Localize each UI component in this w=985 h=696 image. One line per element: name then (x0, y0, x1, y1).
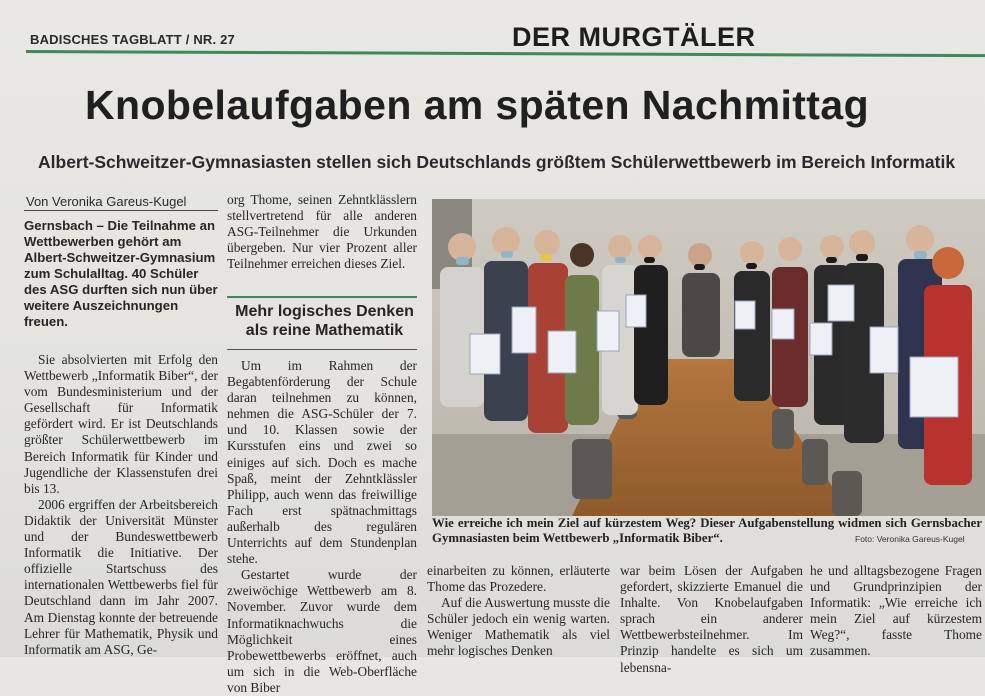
body-paragraph: 2006 ergriffen der Arbeitsbereich Didaktik der Universität Münster und der Bundeswettbewerb Informatik die Initiative. Der offizielle Startschuss des internationalen Wettbewerbs fiel für Deutschland dann im Jahr 2007. Am Dienstag konnte der betreuende Lehrer für Mathematik, Physik und Informatik am ASG, Ge- (24, 496, 218, 657)
section-rule (227, 296, 417, 298)
body-paragraph: Gestartet wurde der zweiwöchige Wettbewerb am 8. November. Zuvor wurde dem Informatiknachwuchs die Möglichkeit eines Probewettbewerbs eröffnet, auch um sich in die Web-Oberfläche von Biber (227, 567, 417, 695)
article-photo (432, 199, 985, 516)
subheadline: Albert-Schweitzer-Gymnasiasten stellen sich Deutschlands größtem Schülerwettbewerb im Bereich Informatik (38, 152, 956, 172)
body-paragraph: war beim Lösen der Aufgaben gefordert, skizzierte Emanuel die Inhalte. Von Knobelaufgaben sprach ein anderer Wettbewerbsteilnehmer. Im Prinzip handelte es sich um lebensna- (620, 563, 803, 675)
column-1 (24, 218, 218, 658)
column-2 (227, 192, 417, 272)
column-5 (810, 563, 982, 660)
column-4 (620, 563, 803, 676)
section-rule (227, 349, 417, 350)
byline-rule (24, 210, 218, 211)
section-heading: Mehr logisches Denken als reine Mathematik (235, 303, 414, 339)
photo-caption: Wie erreiche ich mein Ziel auf kürzestem Weg? Dieser Aufgabenstellung widmen sich Gernsbacher Gymnasiasten beim Wettbewerb „Informatik Biber“. (432, 516, 982, 545)
body-paragraph: org Thome, seinen Zehntklässlern stellvertretend für alle anderen ASG-Teilnehmer die Urkunden übergeben. Nur vier Prozent aller Teilnehmer erreichen dieses Ziel. (227, 192, 417, 272)
body-paragraph: Um im Rahmen der Begabtenförderung der Schule daran teilnehmen zu können, nehmen die ASG-Schüler der 7. und 10. Klassen sowie der Kursstufen eins und zwei so einiges auf sich. Doch es mache Spaß, meint der Zehntklässler Philipp, auch wenn das freiwillige Fach erst spätnachmittags außerhalb des regulären Unterrichts auf dem Stundenplan stehe. (227, 358, 417, 567)
body-paragraph: Auf die Auswertung musste die Schüler jedoch ein wenig warten. Weniger Mathematik als viel mehr logisches Denken (427, 595, 610, 659)
body-paragraph: he und alltagsbezogene Fragen und Grundprinzipien der Informatik: „Wie erreiche ich mein Ziel auf kürzestem Weg?“, fasste Thome zusammen. (810, 563, 982, 659)
section-name: DER MURGTÄLER (512, 22, 756, 52)
byline: Von Veronika Gareus-Kugel (26, 194, 187, 209)
column-3 (427, 563, 610, 660)
body-paragraph: einarbeiten zu können, erläuterte Thome das Prozedere. (427, 563, 610, 595)
headline: Knobelaufgaben am späten Nachmittag (85, 82, 870, 128)
body-paragraph: Sie absolvierten mit Erfolg den Wettbewerb „Informatik Biber“, der vom Bundesministerium und der Gesellschaft für Informatik gefördert wird. Er ist Deutschlands größter Schülerwettbewerb im Bereich Informatik für Kinder und Jugendliche der Klassenstufen drei bis 13. (24, 352, 218, 496)
photo-credit: Foto: Veronika Gareus-Kugel (855, 534, 965, 544)
lead-paragraph: Gernsbach – Die Teilnahme an Wettbewerben gehört am Albert-Schweitzer-Gymnasium zum Schulalltag. 40 Schüler des ASG durften sich nun über weitere Auszeichnungen freuen. (24, 218, 218, 329)
publication-name: BADISCHES TAGBLATT / NR. 27 (30, 32, 235, 47)
column-2-continued (227, 358, 417, 696)
header-rule (26, 50, 985, 57)
